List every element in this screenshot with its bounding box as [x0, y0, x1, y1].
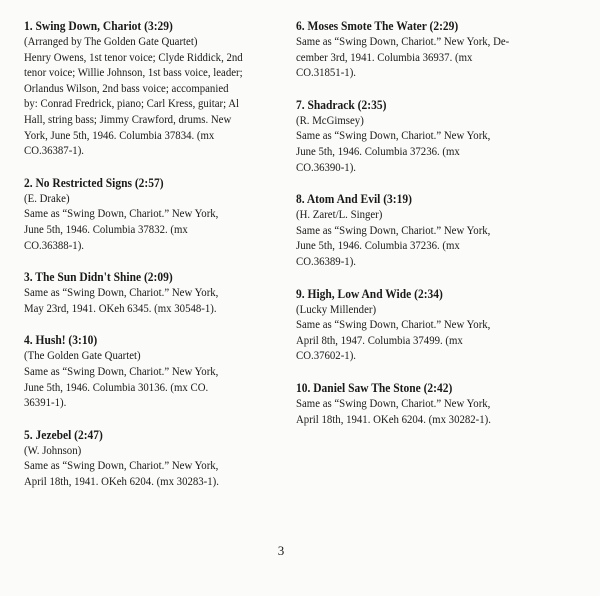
track-credit-line: Same as “Swing Down, Chariot.” New York, [24, 206, 219, 221]
track-credit-line: May 23rd, 1941. OKeh 6345. (mx 30548-1). [24, 300, 217, 315]
track-title: 3. The Sun Didn't Shine (2:09) [24, 270, 173, 285]
track-credit-line: CO.31851-1). [296, 65, 357, 80]
track-credit-line: Same as “Swing Down, Chariot.” New York, [296, 128, 491, 143]
track-entry [296, 18, 558, 81]
page-number: 3 [277, 543, 285, 558]
track-title: 4. Hush! (3:10) [24, 333, 98, 348]
track-entry [296, 286, 558, 364]
track-credit-line: (H. Zaret/L. Singer) [296, 207, 383, 222]
track-credit-line: CO.36388-1). [24, 237, 85, 252]
track-credit-line: Orlandus Wilson, 2nd bass voice; accompanied [24, 80, 229, 95]
track-credit-line: April 8th, 1947. Columbia 37499. (mx [296, 332, 463, 347]
track-credit-line: Same as “Swing Down, Chariot.” New York, [24, 458, 219, 473]
right-column [296, 18, 558, 443]
track-credit-line: cember 3rd, 1941. Columbia 36937. (mx [296, 49, 473, 64]
track-credit-line: (The Golden Gate Quartet) [24, 348, 141, 363]
track-credit-line: CO.36389-1). [296, 253, 357, 268]
track-title: 7. Shadrack (2:35) [296, 97, 387, 112]
track-credit-line: Same as “Swing Down, Chariot.” New York, De- [296, 34, 510, 48]
track-title: 6. Moses Smote The Water (2:29) [296, 19, 459, 33]
track-title: 2. No Restricted Signs (2:57) [24, 175, 164, 190]
track-title: 1. Swing Down, Chariot (3:29) [24, 19, 173, 33]
track-credit-line: (Lucky Millender) [296, 301, 377, 316]
track-credit-line: April 18th, 1941. OKeh 6204. (mx 30283-1). [24, 473, 219, 488]
track-title: 5. Jezebel (2:47) [24, 427, 103, 442]
track-entry [296, 380, 558, 427]
track-credit-line: (Arranged by The Golden Gate Quartet) [24, 34, 198, 48]
track-credit-line: June 5th, 1946. Columbia 37832. (mx [24, 221, 188, 236]
track-entry [296, 191, 558, 269]
track-credit-line: Hall, string bass; Jimmy Crawford, drums. New [24, 111, 232, 126]
track-credit-line: June 5th, 1946. Columbia 37236. (mx [296, 143, 460, 158]
track-credit-line: York, June 5th, 1946. Columbia 37834. (mx [24, 127, 215, 142]
track-entry [24, 18, 286, 159]
track-entry [24, 332, 286, 410]
track-credit-line: CO.37602-1). [296, 348, 357, 363]
track-credit-line: (R. McGimsey) [296, 112, 364, 127]
track-credit-line: (W. Johnson) [24, 442, 82, 457]
track-credit-line: June 5th, 1946. Columbia 30136. (mx CO. [24, 379, 209, 394]
track-credit-line: 36391-1). [24, 395, 67, 410]
track-credit-line: April 18th, 1941. OKeh 6204. (mx 30282-1). [296, 411, 491, 426]
track-entry [296, 97, 558, 175]
track-credit-line: CO.36390-1). [296, 159, 357, 174]
track-credit-line: by: Conrad Fredrick, piano; Carl Kress, guitar; Al [24, 96, 240, 111]
track-credit-line: CO.36387-1). [24, 143, 85, 158]
track-credit-line: June 5th, 1946. Columbia 37236. (mx [296, 238, 460, 253]
track-credit-line: Same as “Swing Down, Chariot.” New York, [24, 363, 219, 378]
left-column [24, 18, 286, 505]
track-credit-line: (E. Drake) [24, 190, 70, 205]
track-title: 10. Daniel Saw The Stone (2:42) [296, 380, 453, 395]
track-credit-line: Henry Owens, 1st tenor voice; Clyde Riddick, 2nd [24, 49, 243, 64]
track-title: 8. Atom And Evil (3:19) [296, 192, 412, 207]
track-credit-line: Same as “Swing Down, Chariot.” New York, [296, 395, 491, 410]
track-entry [24, 175, 286, 253]
track-title: 9. High, Low And Wide (2:34) [296, 286, 443, 301]
track-entry [24, 269, 286, 316]
track-credit-line: Same as “Swing Down, Chariot.” New York, [296, 222, 491, 237]
track-entry [24, 427, 286, 490]
track-credit-line: Same as “Swing Down, Chariot.” New York, [296, 317, 491, 332]
track-credit-line: tenor voice; Willie Johnson, 1st bass voice, leader; [24, 65, 243, 80]
track-credit-line: Same as “Swing Down, Chariot.” New York, [24, 285, 219, 300]
